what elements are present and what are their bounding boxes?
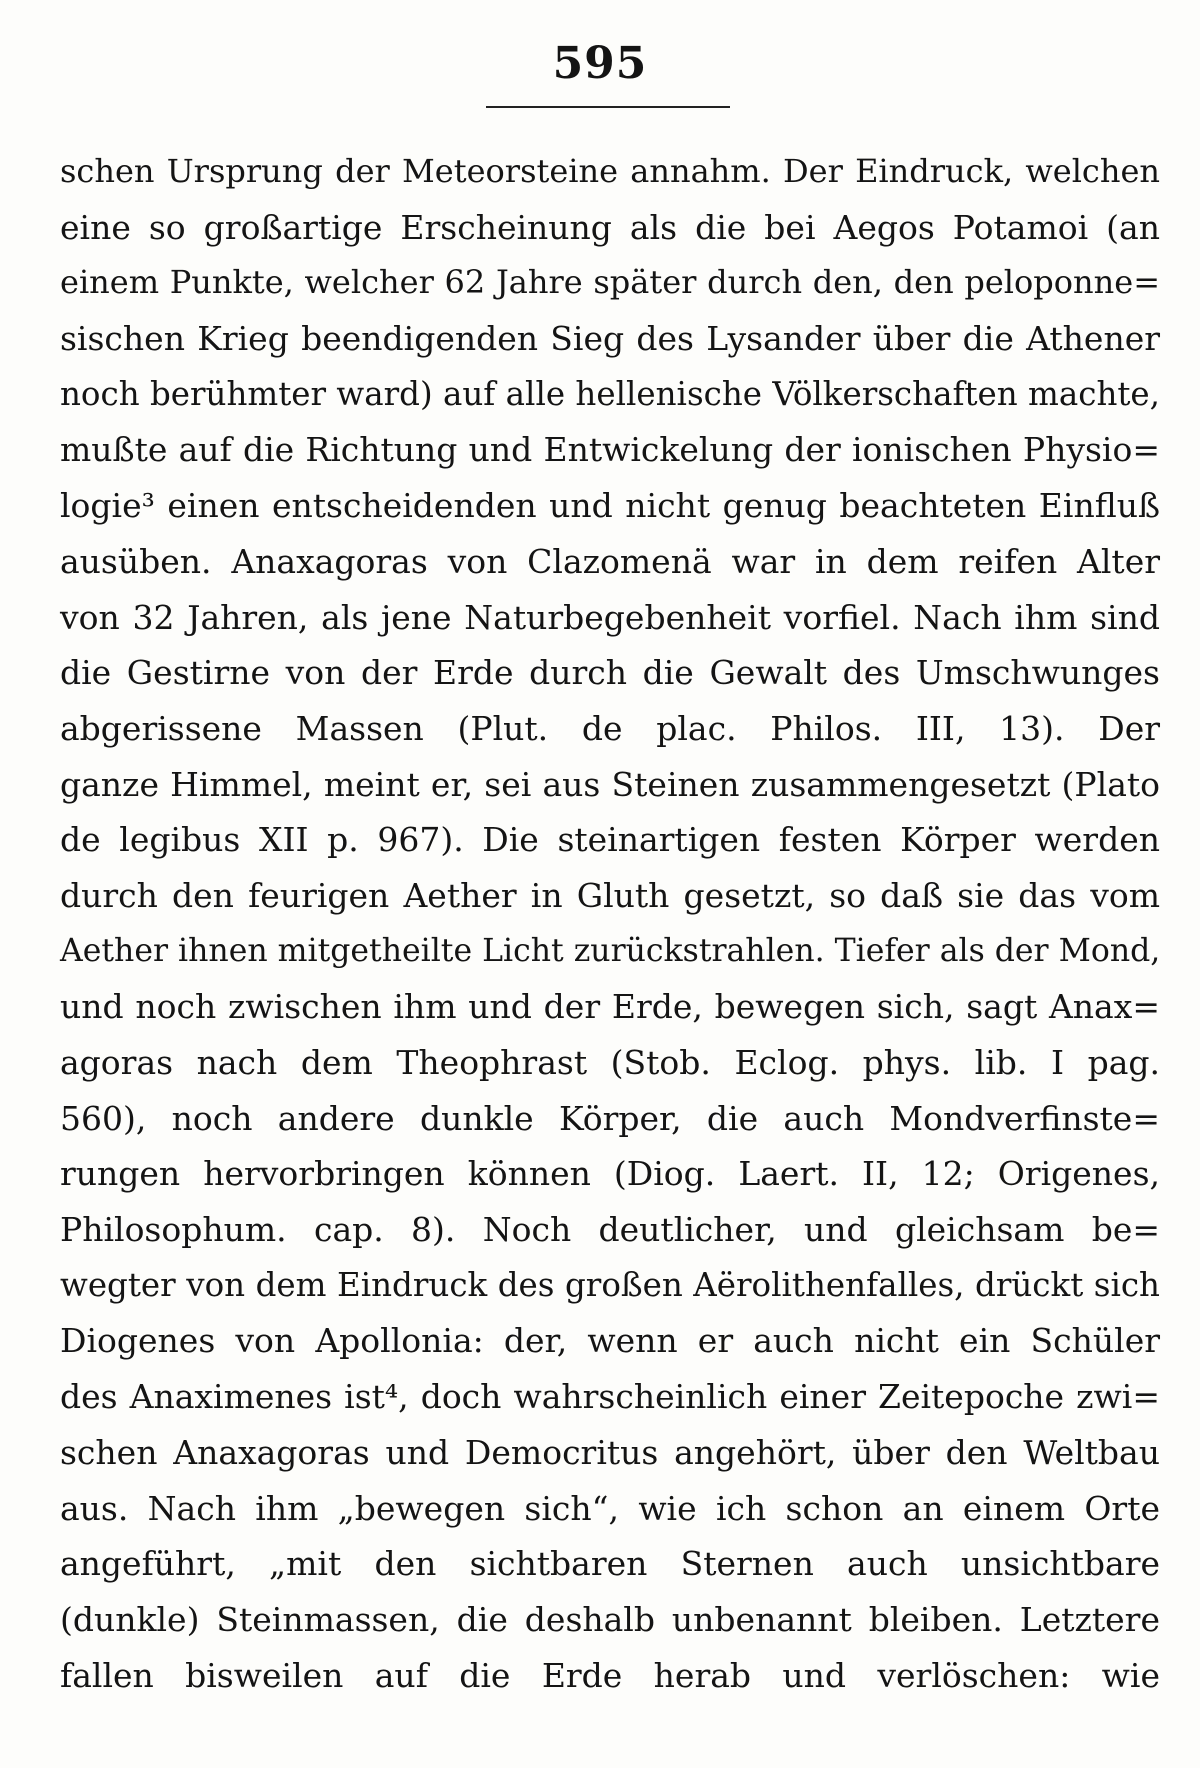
text-line: Diogenes von Apollonia: der, wenn er auch nicht ein Schüler [60,1321,1160,1361]
text-line: eine so großartige Erscheinung als die bei Aegos Potamoi (an [60,207,1160,247]
text-line: Aether ihnen mitgetheilte Licht zurückstrahlen. Tiefer als der Mond, [60,932,1161,969]
text-line: schen Anaxagoras und Democritus angehört, über den Weltbau [60,1432,1160,1472]
header-rule [486,106,730,108]
text-line: und noch zwischen ihm und der Erde, bewegen sich, sagt Anax= [60,987,1160,1027]
text-line: wegter von dem Eindruck des großen Aërolithenfalles, drückt sich [60,1265,1160,1304]
text-line: einem Punkte, welcher 62 Jahre später durch den, den peloponne= [60,263,1160,302]
text-line: ausüben. Anaxagoras von Clazomenä war in dem reifen Alter [60,541,1160,581]
text-line: abgerissene Massen (Plut. de plac. Philos. III, 13). Der [60,708,1160,748]
text-line: rungen hervorbringen können (Diog. Laert. II, 12; Origenes, [60,1154,1160,1194]
text-line: durch den feurigen Aether in Gluth gesetzt, so daß sie das vom [60,875,1160,915]
text-line: Philosophum. cap. 8). Noch deutlicher, und gleichsam be= [60,1210,1160,1250]
text-line: noch berühmter ward) auf alle hellenische Völkerschaften machte, [60,374,1160,413]
text-line: sischen Krieg beendigenden Sieg des Lysander über die Athener [60,319,1160,359]
body-text [60,144,1160,1703]
text-line: ganze Himmel, meint er, sei aus Steinen zusammengesetzt (Plato [60,764,1160,804]
text-line: de legibus XII p. 967). Die steinartigen festen Körper werden [60,820,1160,860]
text-line: 560), noch andere dunkle Körper, die auch Mondverfinste= [60,1098,1160,1138]
text-line: fallen bisweilen auf die Erde herab und verlöschen: wie [60,1655,1160,1695]
text-line: des Anaximenes ist⁴, doch wahrscheinlich einer Zeitepoche zwi= [60,1377,1160,1417]
text-line: schen Ursprung der Meteorsteine annahm. Der Eindruck, welchen [60,152,1160,190]
text-line: agoras nach dem Theophrast (Stob. Eclog. phys. lib. I pag. [60,1043,1160,1082]
text-line: aus. Nach ihm „bewegen sich“, wie ich schon an einem Orte [60,1488,1160,1528]
text-line: (dunkle) Steinmassen, die deshalb unbenannt bleiben. Letztere [60,1599,1160,1639]
text-line: angeführt, „mit den sichtbaren Sternen auch unsichtbare [60,1544,1160,1584]
text-line: logie³ einen entscheidenden und nicht genug beachteten Einfluß [60,486,1160,526]
text-line: von 32 Jahren, als jene Naturbegebenheit vorfiel. Nach ihm sind [60,597,1160,637]
text-line: die Gestirne von der Erde durch die Gewalt des Umschwunges [60,653,1160,693]
page-number: 595 [552,38,648,89]
text-line: mußte auf die Richtung und Entwickelung der ionischen Physio= [60,430,1160,470]
